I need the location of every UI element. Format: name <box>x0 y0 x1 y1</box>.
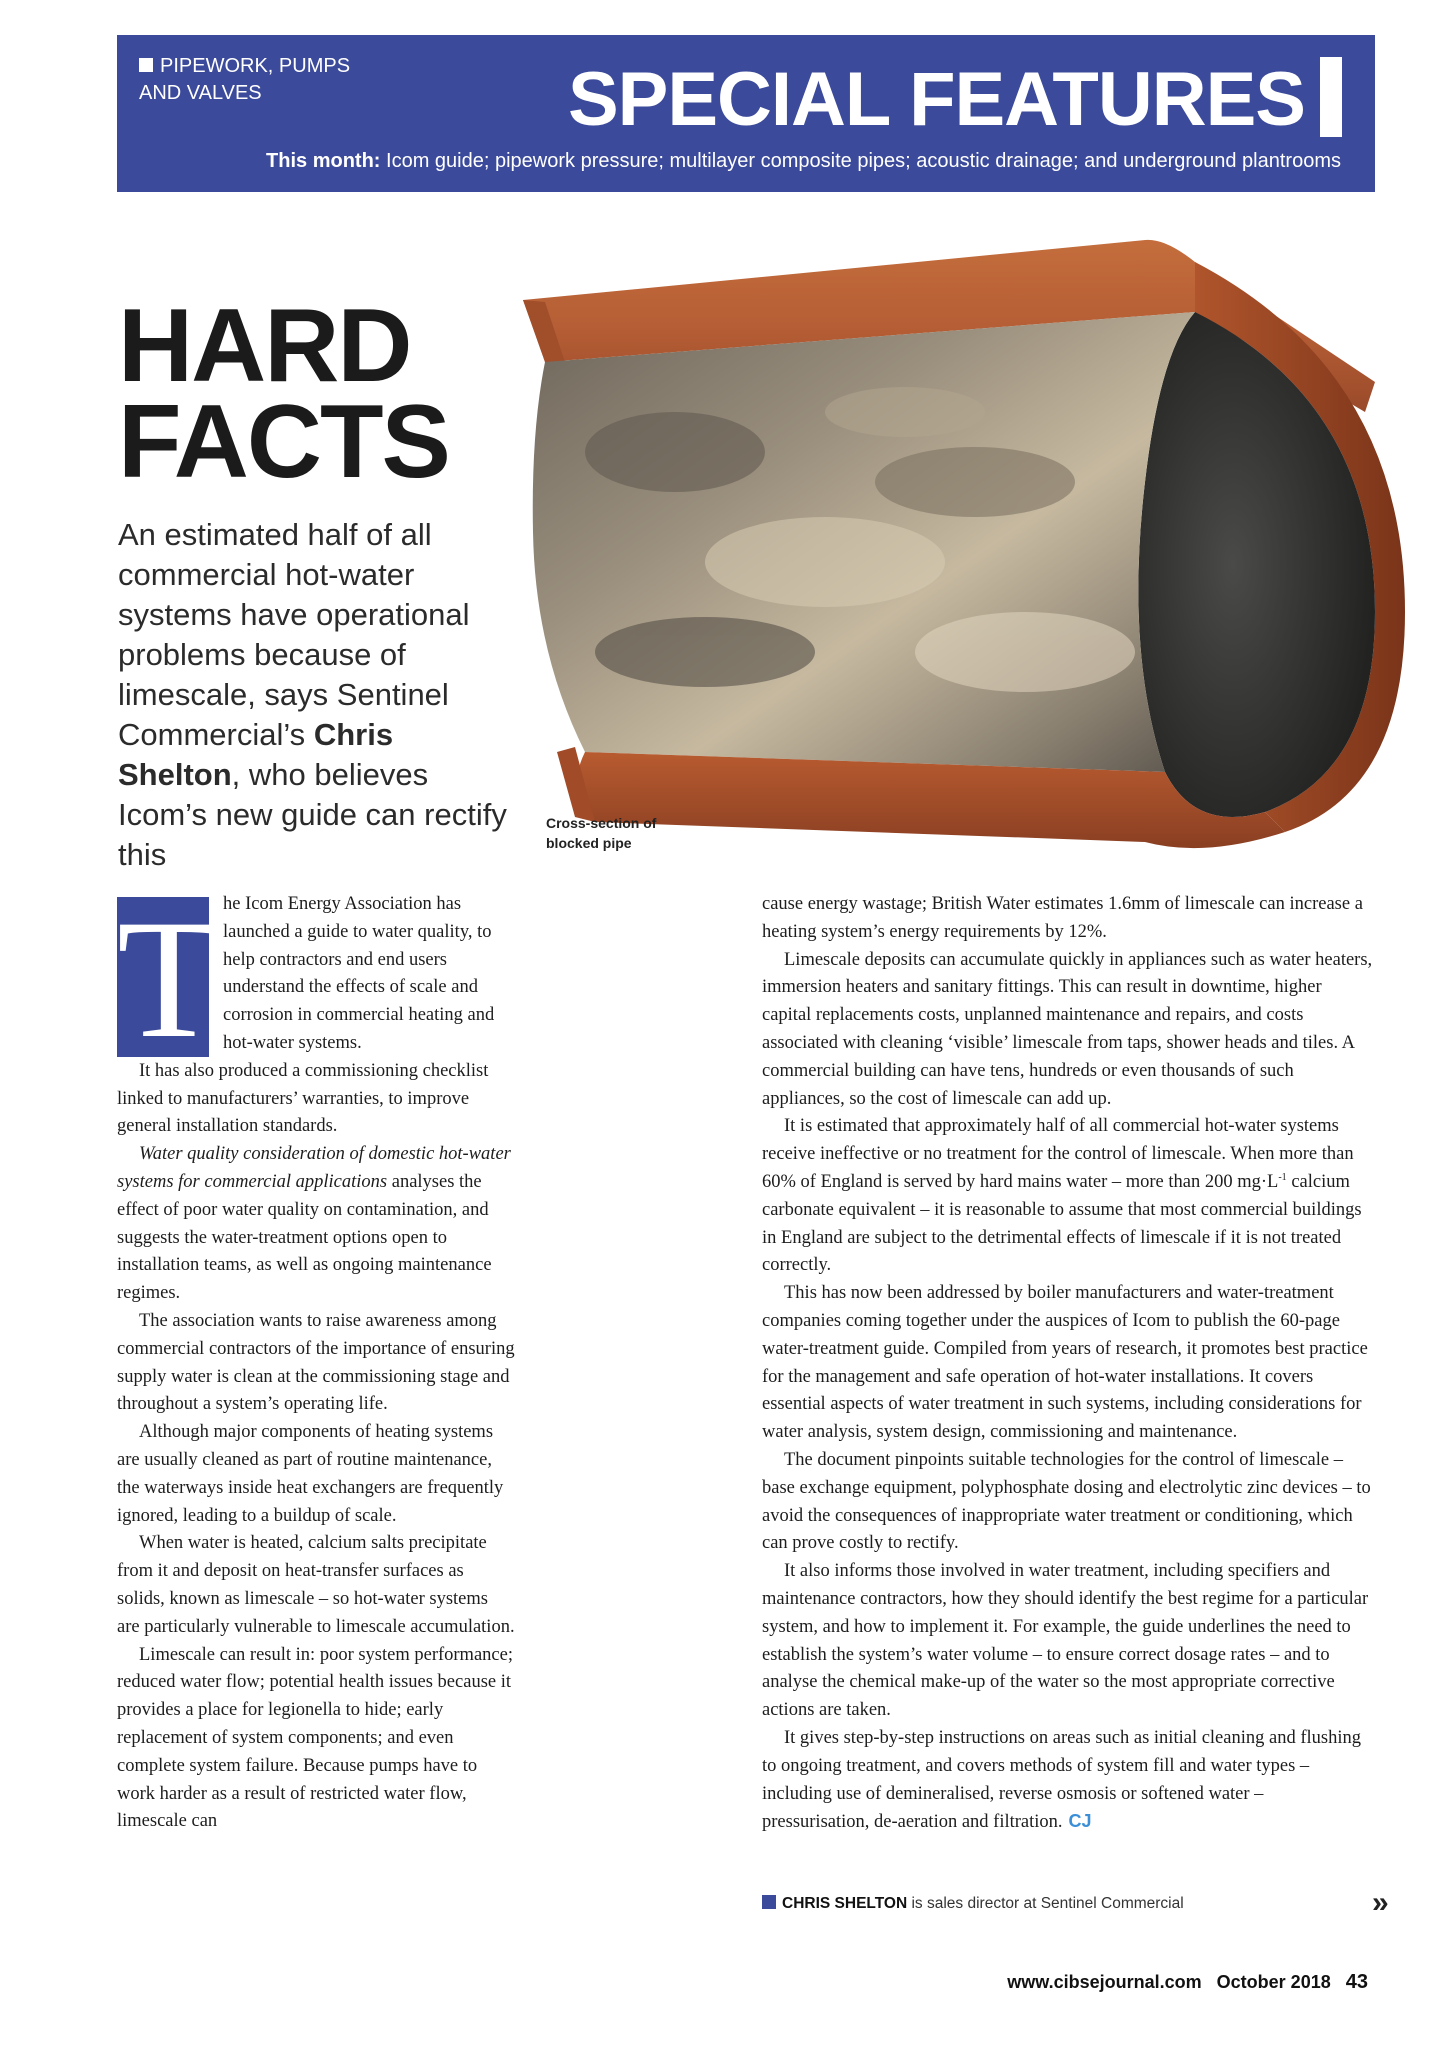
superscript: -1 <box>1278 1171 1287 1183</box>
caption-line1: Cross-section of <box>546 815 657 831</box>
this-month-label: This month: <box>266 150 381 172</box>
body-paragraph <box>762 1725 1374 1837</box>
section-label-line2: AND VALVES <box>139 82 262 104</box>
body-text: It is estimated that approximately half of all commercial hot-water systems receive ineffective or no treatment for the control of limescale. When more than 60% of England is served by hard mains water – more than 200 mg·L <box>762 1116 1354 1192</box>
body-text: It gives step-by-step instructions on areas such as initial cleaning and flushing to ongoing treatment, and covers methods of system fill and water types – including use of demineralised, reverse osmosis or softened water – pressurisation, de-aeration and filtration. <box>762 1727 1361 1833</box>
body-column-1 <box>117 885 515 1836</box>
banner-bar <box>1320 57 1342 137</box>
guide-title-italic: Water quality consideration of domestic hot-water systems for commercial applications <box>117 1144 511 1192</box>
standfirst-text: An estimated half of all commercial hot-water systems have operational problems because of limescale, says Sentinel Commercial’s <box>118 517 470 752</box>
standfirst <box>118 515 518 875</box>
double-chevron-right-icon: » <box>1372 1886 1389 1919</box>
body-paragraph: It has also produced a commissioning checklist linked to manufacturers’ warranties, to improve general installation standards. <box>117 1060 489 1137</box>
footer-url: www.cibsejournal.com <box>1007 1972 1202 1992</box>
banner-title: SPECIAL FEATURES <box>567 57 1305 142</box>
footer-date: October 2018 <box>1216 1972 1331 1992</box>
body-paragraph: When water is heated, calcium salts precipitate from it and deposit on heat-transfer surfaces as solids, known as limescale – so hot-water systems are particularly vulnerable to limescale accumulation. <box>117 1533 515 1637</box>
author-name: CHRIS SHELTON <box>782 1895 908 1912</box>
body-text: calcium carbonate equivalent – it is reasonable to assume that most commercial buildings in England are subject to the detrimental effects of limescale if it is not treated correctly. <box>762 1171 1362 1276</box>
author-bio <box>762 1894 1184 1914</box>
body-paragraph: It also informs those involved in water treatment, including specifiers and maintenance contractors, how they should identify the best regime for a particular system, and how to implement it. For example, the guide underlines the need to establish the system’s water volume – to ensure correct dosage rates – and to analyse the chemical make-up of the water so the most appropriate corrective actions are taken. <box>762 1561 1369 1721</box>
drop-cap-letter: T <box>117 885 221 1073</box>
article-headline <box>118 288 518 500</box>
headline-line1: HARD <box>118 288 411 404</box>
section-banner <box>117 35 1375 192</box>
this-month-text: Icom guide; pipework pressure; multilayer composite pipes; acoustic drainage; and underground plantrooms <box>386 150 1341 172</box>
body-paragraph: The association wants to raise awareness among commercial contractors of the importance of ensuring supply water is clean at the commissioning stage and throughout a system’s operating life. <box>117 1310 515 1415</box>
drop-cap <box>117 885 221 1073</box>
section-label <box>139 53 350 107</box>
author-role: is sales director at Sentinel Commercial <box>907 1895 1184 1912</box>
page-footer <box>1007 1970 1368 1994</box>
standfirst-text-end: , who believes Icom’s new guide can rectify this <box>118 757 507 872</box>
body-column-2 <box>762 891 1374 1837</box>
body-paragraph: Limescale deposits can accumulate quickly in appliances such as water heaters, immersion heaters and sanitary fittings. This can result in downtime, higher capital replacements costs, unplanned maintenance and repairs, and costs associated with cleaning ‘visible’ limescale from taps, shower heads and tiles. A commercial building can have tens, hundreds or even thousands of such appliances, so the cost of limescale can add up. <box>762 949 1373 1109</box>
body-paragraph <box>117 1141 515 1308</box>
body-paragraph: The document pinpoints suitable technologies for the control of limescale – base exchange equipment, polyphosphate dosing and electrolytic zinc devices – to avoid the consequences of inappropriate water treatment or conditioning, which can prove costly to rectify. <box>762 1449 1371 1554</box>
square-bullet-icon <box>762 1895 776 1909</box>
body-paragraph: cause energy wastage; British Water estimates 1.6mm of limescale can increase a heating system’s energy requirements by 12%. <box>762 894 1363 942</box>
caption-line2: blocked pipe <box>546 835 632 851</box>
body-paragraph: This has now been addressed by boiler manufacturers and water-treatment companies coming together under the auspices of Icom to publish the 60-page water-treatment guide. Compiled from years of research, it promotes best practice for the management and safe operation of hot-water installations. It covers essential aspects of water treatment in such systems, including considerations for water analysis, system design, commissioning and maintenance. <box>762 1283 1368 1443</box>
body-paragraph <box>762 1113 1374 1280</box>
sign-off-mark: CJ <box>1068 1811 1092 1832</box>
body-paragraph: Limescale can result in: poor system performance; reduced water flow; potential health issues because it provides a place for legionella to hide; early replacement of system components; and even complete system failure. Because pumps have to work harder as a result of restricted water flow, limescale can <box>117 1644 513 1832</box>
body-paragraph: he Icom Energy Association has launched a guide to water quality, to help contractors and end users understand the effects of scale and corrosion in commercial heating and hot-water systems. <box>223 894 495 1053</box>
section-label-line1: PIPEWORK, PUMPS <box>160 55 351 77</box>
body-text: analyses the effect of poor water quality on contamination, and suggests the water-treatment options open to installation teams, as well as ongoing maintenance regimes. <box>117 1171 492 1304</box>
this-month-line <box>266 148 1341 174</box>
page-number: 43 <box>1345 1971 1368 1993</box>
pipe-cross-section-photo <box>505 232 1415 858</box>
photo-caption <box>546 813 746 853</box>
square-bullet-icon <box>139 58 153 72</box>
headline-line2: FACTS <box>118 384 449 500</box>
body-paragraph: Although major components of heating systems are usually cleaned as part of routine maintenance, the waterways inside heat exchangers are frequently ignored, leading to a buildup of scale. <box>117 1422 504 1526</box>
standfirst-author-name: Chris Shelton <box>118 717 394 792</box>
